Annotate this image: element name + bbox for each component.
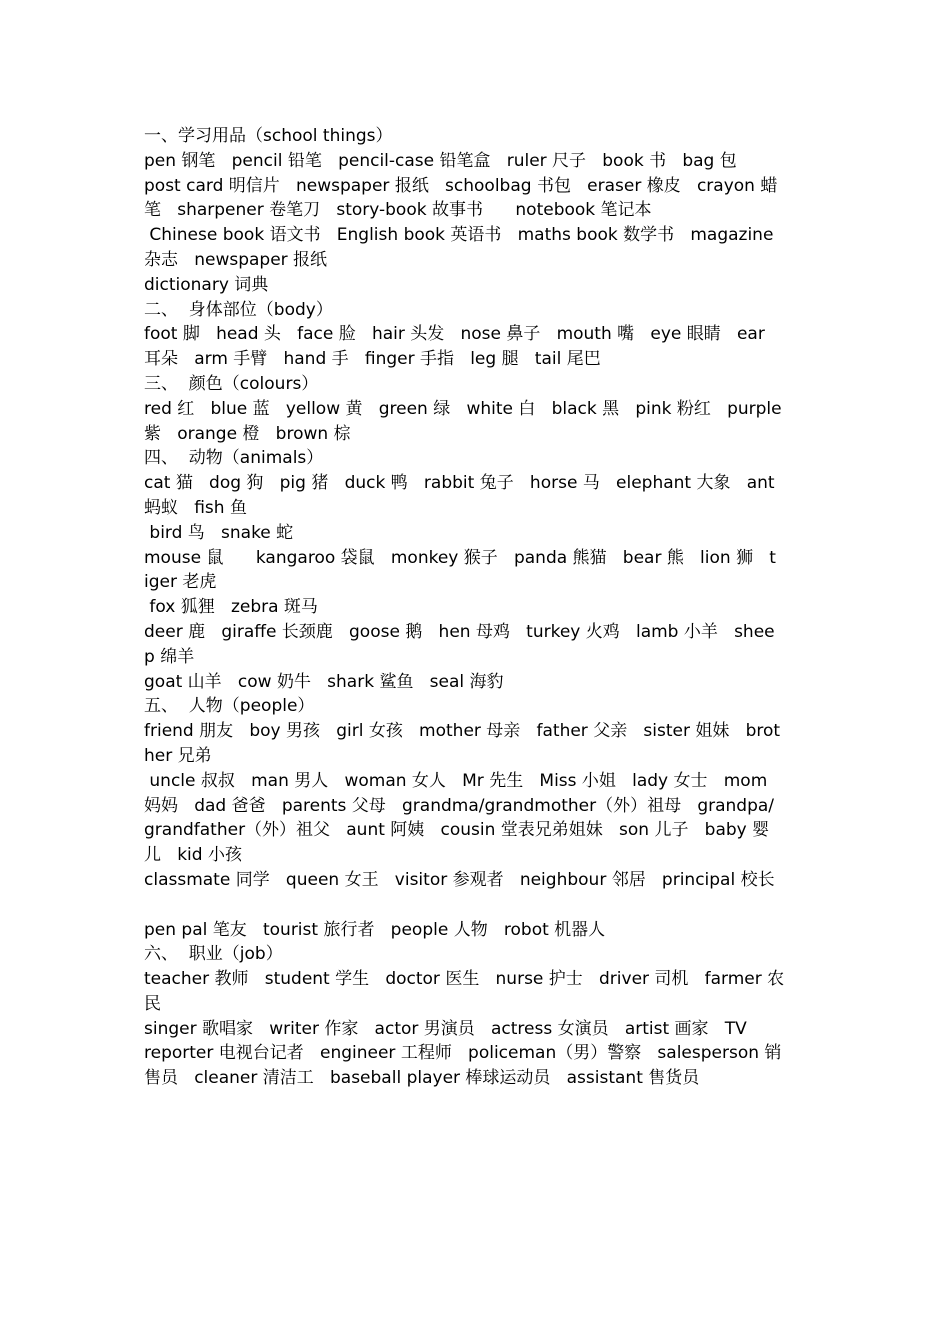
text-line: 售员 cleaner 清洁工 baseball player 棒球运动员 assistant 售货员 (144, 1068, 700, 1089)
text-line: mouse 鼠 kangaroo 袋鼠 monkey 猴子 panda 熊猫 bear 熊 lion 狮 t (144, 547, 776, 568)
text-line: singer 歌唱家 writer 作家 actor 男演员 actress 女演员 artist 画家 TV (144, 1018, 747, 1039)
text-line: cat 猫 dog 狗 pig 猪 duck 鸭 rabbit 兔子 horse 马 elephant 大象 ant (144, 473, 775, 494)
section-heading: 三、 颜色（colours） (144, 373, 319, 394)
text-line: 笔 sharpener 卷笔刀 story-book 故事书 notebook 笔记本 (144, 200, 652, 221)
text-line: p 绵羊 (144, 646, 195, 667)
text-line: goat 山羊 cow 奶牛 shark 鲨鱼 seal 海豹 (144, 671, 504, 692)
text-line: bird 鸟 snake 蛇 (144, 522, 294, 543)
text-line: 一、学习用品（school things） (144, 126, 393, 146)
text-line: Chinese book 语文书 English book 英语书 maths book 数学书 magazine (144, 225, 774, 246)
text-line: 杂志 newspaper 报纸 (144, 249, 328, 270)
text-line: teacher 教师 student 学生 doctor 医生 nurse 护士 driver 司机 farmer 农 (144, 969, 785, 990)
text-line: reporter 电视台记者 engineer 工程师 policeman（男）警察 salesperson 销 (144, 1043, 782, 1064)
text-line: 民 (144, 993, 161, 1014)
text-line: deer 鹿 giraffe 长颈鹿 goose 鹅 hen 母鸡 turkey 火鸡 lamb 小羊 shee (144, 621, 775, 642)
document-body (144, 124, 812, 1091)
blank-line (144, 893, 812, 918)
text-line: post card 明信片 newspaper 报纸 schoolbag 书包 eraser 橡皮 crayon 蜡 (144, 175, 778, 196)
text-line: 妈妈 dad 爸爸 parents 父母 grandma/grandmother（外）祖母 grandpa/ (144, 795, 775, 816)
text-line: 紫 orange 橙 brown 棕 (144, 423, 351, 444)
text-line: fox 狐狸 zebra 斑马 (144, 597, 318, 618)
text-line: 耳朵 arm 手臂 hand 手 finger 手指 leg 腿 tail 尾巴 (144, 349, 601, 370)
text-line: 蚂蚁 fish 鱼 (144, 497, 247, 518)
section-heading: 六、 职业（job） (144, 944, 283, 965)
text-line: uncle 叔叔 man 男人 woman 女人 Mr 先生 Miss 小姐 lady 女士 mom (144, 770, 768, 791)
section-heading: 四、 动物（animals） (144, 448, 324, 469)
text-line: friend 朋友 boy 男孩 girl 女孩 mother 母亲 father 父亲 sister 姐妹 brot (144, 721, 781, 742)
text-line: iger 老虎 (144, 572, 217, 593)
text-line: foot 脚 head 头 face 脸 hair 头发 nose 鼻子 mouth 嘴 eye 眼睛 ear (144, 324, 765, 345)
section-heading: 五、 人物（people） (144, 696, 315, 717)
text-line: 儿 kid 小孩 (144, 845, 242, 866)
text-line: pen pal 笔友 tourist 旅行者 people 人物 robot 机器人 (144, 919, 606, 940)
text-line: pen 钢笔 pencil 铅笔 pencil-case 铅笔盒 ruler 尺子 book 书 bag 包 (144, 150, 737, 171)
text-line: grandfather（外）祖父 aunt 阿姨 cousin 堂表兄弟姐妹 son 儿子 baby 婴 (144, 820, 770, 841)
section-heading: 二、 身体部位（body） (144, 299, 333, 320)
text-line: her 兄弟 (144, 745, 212, 766)
text-line: red 红 blue 蓝 yellow 黄 green 绿 white 白 black 黑 pink 粉红 purple (144, 398, 782, 419)
text-line: classmate 同学 queen 女王 visitor 参观者 neighbour 邻居 principal 校长 (144, 869, 775, 890)
text-line: dictionary 词典 (144, 274, 269, 295)
